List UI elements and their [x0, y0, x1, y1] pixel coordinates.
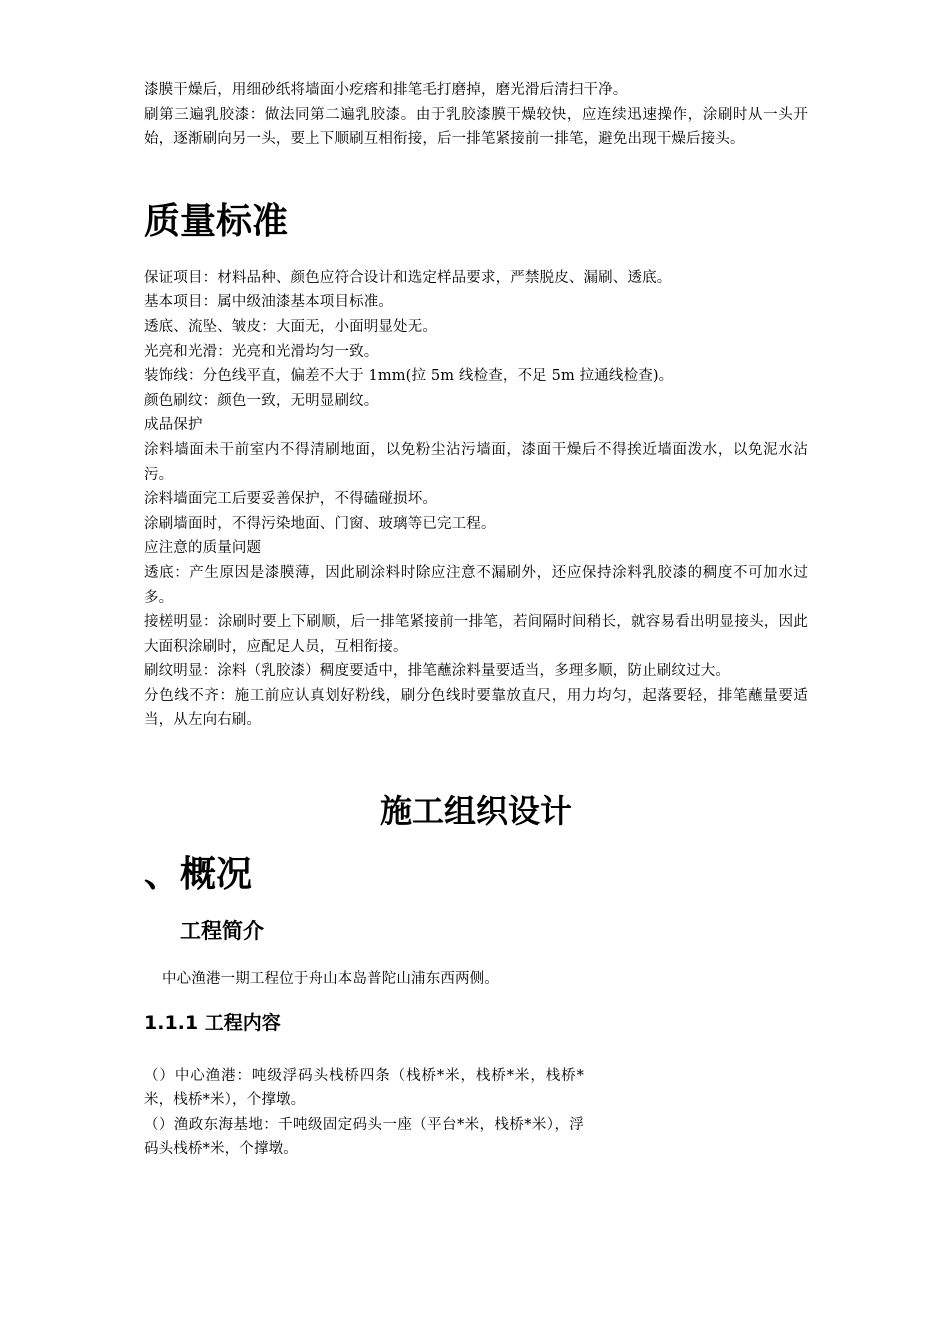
heading-construction-design: 施工组织设计 [379, 792, 572, 831]
paragraph-guarantee-items: 保证项目：材料品种、颜色应符合设计和选定样品要求，严禁脱皮、漏刷、透底。 [144, 269, 672, 286]
paragraph-fishery-base: （）渔政东海基地：千吨级固定码头一座（平台*米，栈桥*米），浮码头栈桥*米，个撑墩。 [144, 1116, 584, 1158]
paragraph-issue-joints: 接槎明显：涂刷时要上下刷顺，后一排笔紧接前一排笔，若间隔时间稍长，就容易看出明显接头，因此大面积涂刷时，应配足人员，互相衔接。 [144, 614, 808, 655]
document-page [144, 78, 808, 1162]
paragraph-color-brush: 颜色刷纹：颜色一致，无明显刷纹。 [144, 392, 379, 409]
paragraph-decorative-line: 装饰线：分色线平直，偏差不大于 1mm(拉 5m 线检查，不足 5m 拉通线检查)。 [144, 368, 674, 385]
paragraph-basic-items: 基本项目：属中级油漆基本项目标准。 [144, 294, 394, 311]
paragraph-wet-wall: 涂料墙面未干前室内不得清刷地面，以免粉尘沾污墙面，漆面干燥后不得挨近墙面泼水，以免泥水沾污。 [144, 441, 808, 483]
paragraph-product-protection: 成品保护 [144, 417, 203, 434]
paragraph-issue-color-line: 分色线不齐：施工前应认真划好粉线，刷分色线时要靠放直尺，用力均匀，起落要轻，排笔蘸量要适当，从左向右刷。 [144, 687, 808, 729]
paragraph-gloss: 光亮和光滑：光亮和光滑均匀一致。 [144, 343, 379, 360]
paragraph-no-pollution: 涂刷墙面时，不得污染地面、门窗、玻璃等已完工程。 [144, 515, 496, 532]
heading-project-content: 1.1.1 工程内容 [144, 1011, 281, 1034]
heading-overview: 、概况 [144, 854, 253, 896]
paragraph-project-location: 中心渔港一期工程位于舟山本岛普陀山浦东西两侧。 [162, 971, 499, 988]
paragraph-sanding: 漆膜干燥后，用细砂纸将墙面小疙瘩和排笔毛打磨掉，磨光滑后清扫干净。 [144, 82, 628, 98]
paragraph-fishing-port: （）中心渔港：吨级浮码头栈桥四条（栈桥*米，栈桥*米，栈桥*米，栈桥*米），个撑墩。 [144, 1067, 584, 1109]
heading-quality-standard: 质量标准 [144, 200, 289, 242]
paragraph-finished-wall: 涂料墙面完工后要妥善保护，不得磕碰损坏。 [144, 491, 437, 508]
paragraph-issue-see-through: 透底：产生原因是漆膜薄，因此刷涂料时除应注意不漏刷外，还应保持涂料乳胶漆的稠度不可加水过多。 [144, 564, 808, 606]
heading-project-intro: 工程简介 [180, 919, 264, 944]
paragraph-third-coat: 刷第三遍乳胶漆：做法同第二遍乳胶漆。由于乳胶漆膜干燥较快，应连续迅速操作，涂刷时从一头开始，逐渐刷向另一头，要上下顺刷互相衔接，后一排笔紧接前一排笔，避免出现干燥后接头。 [144, 106, 808, 148]
paragraph-quality-issues: 应注意的质量问题 [144, 540, 262, 557]
paragraph-issue-brush-marks: 刷纹明显：涂料（乳胶漆）稠度要适中，排笔蘸涂料量要适当，多理多顺，防止刷纹过大。 [144, 663, 730, 680]
paragraph-see-through: 透底、流坠、皱皮：大面无，小面明显处无。 [144, 318, 437, 335]
